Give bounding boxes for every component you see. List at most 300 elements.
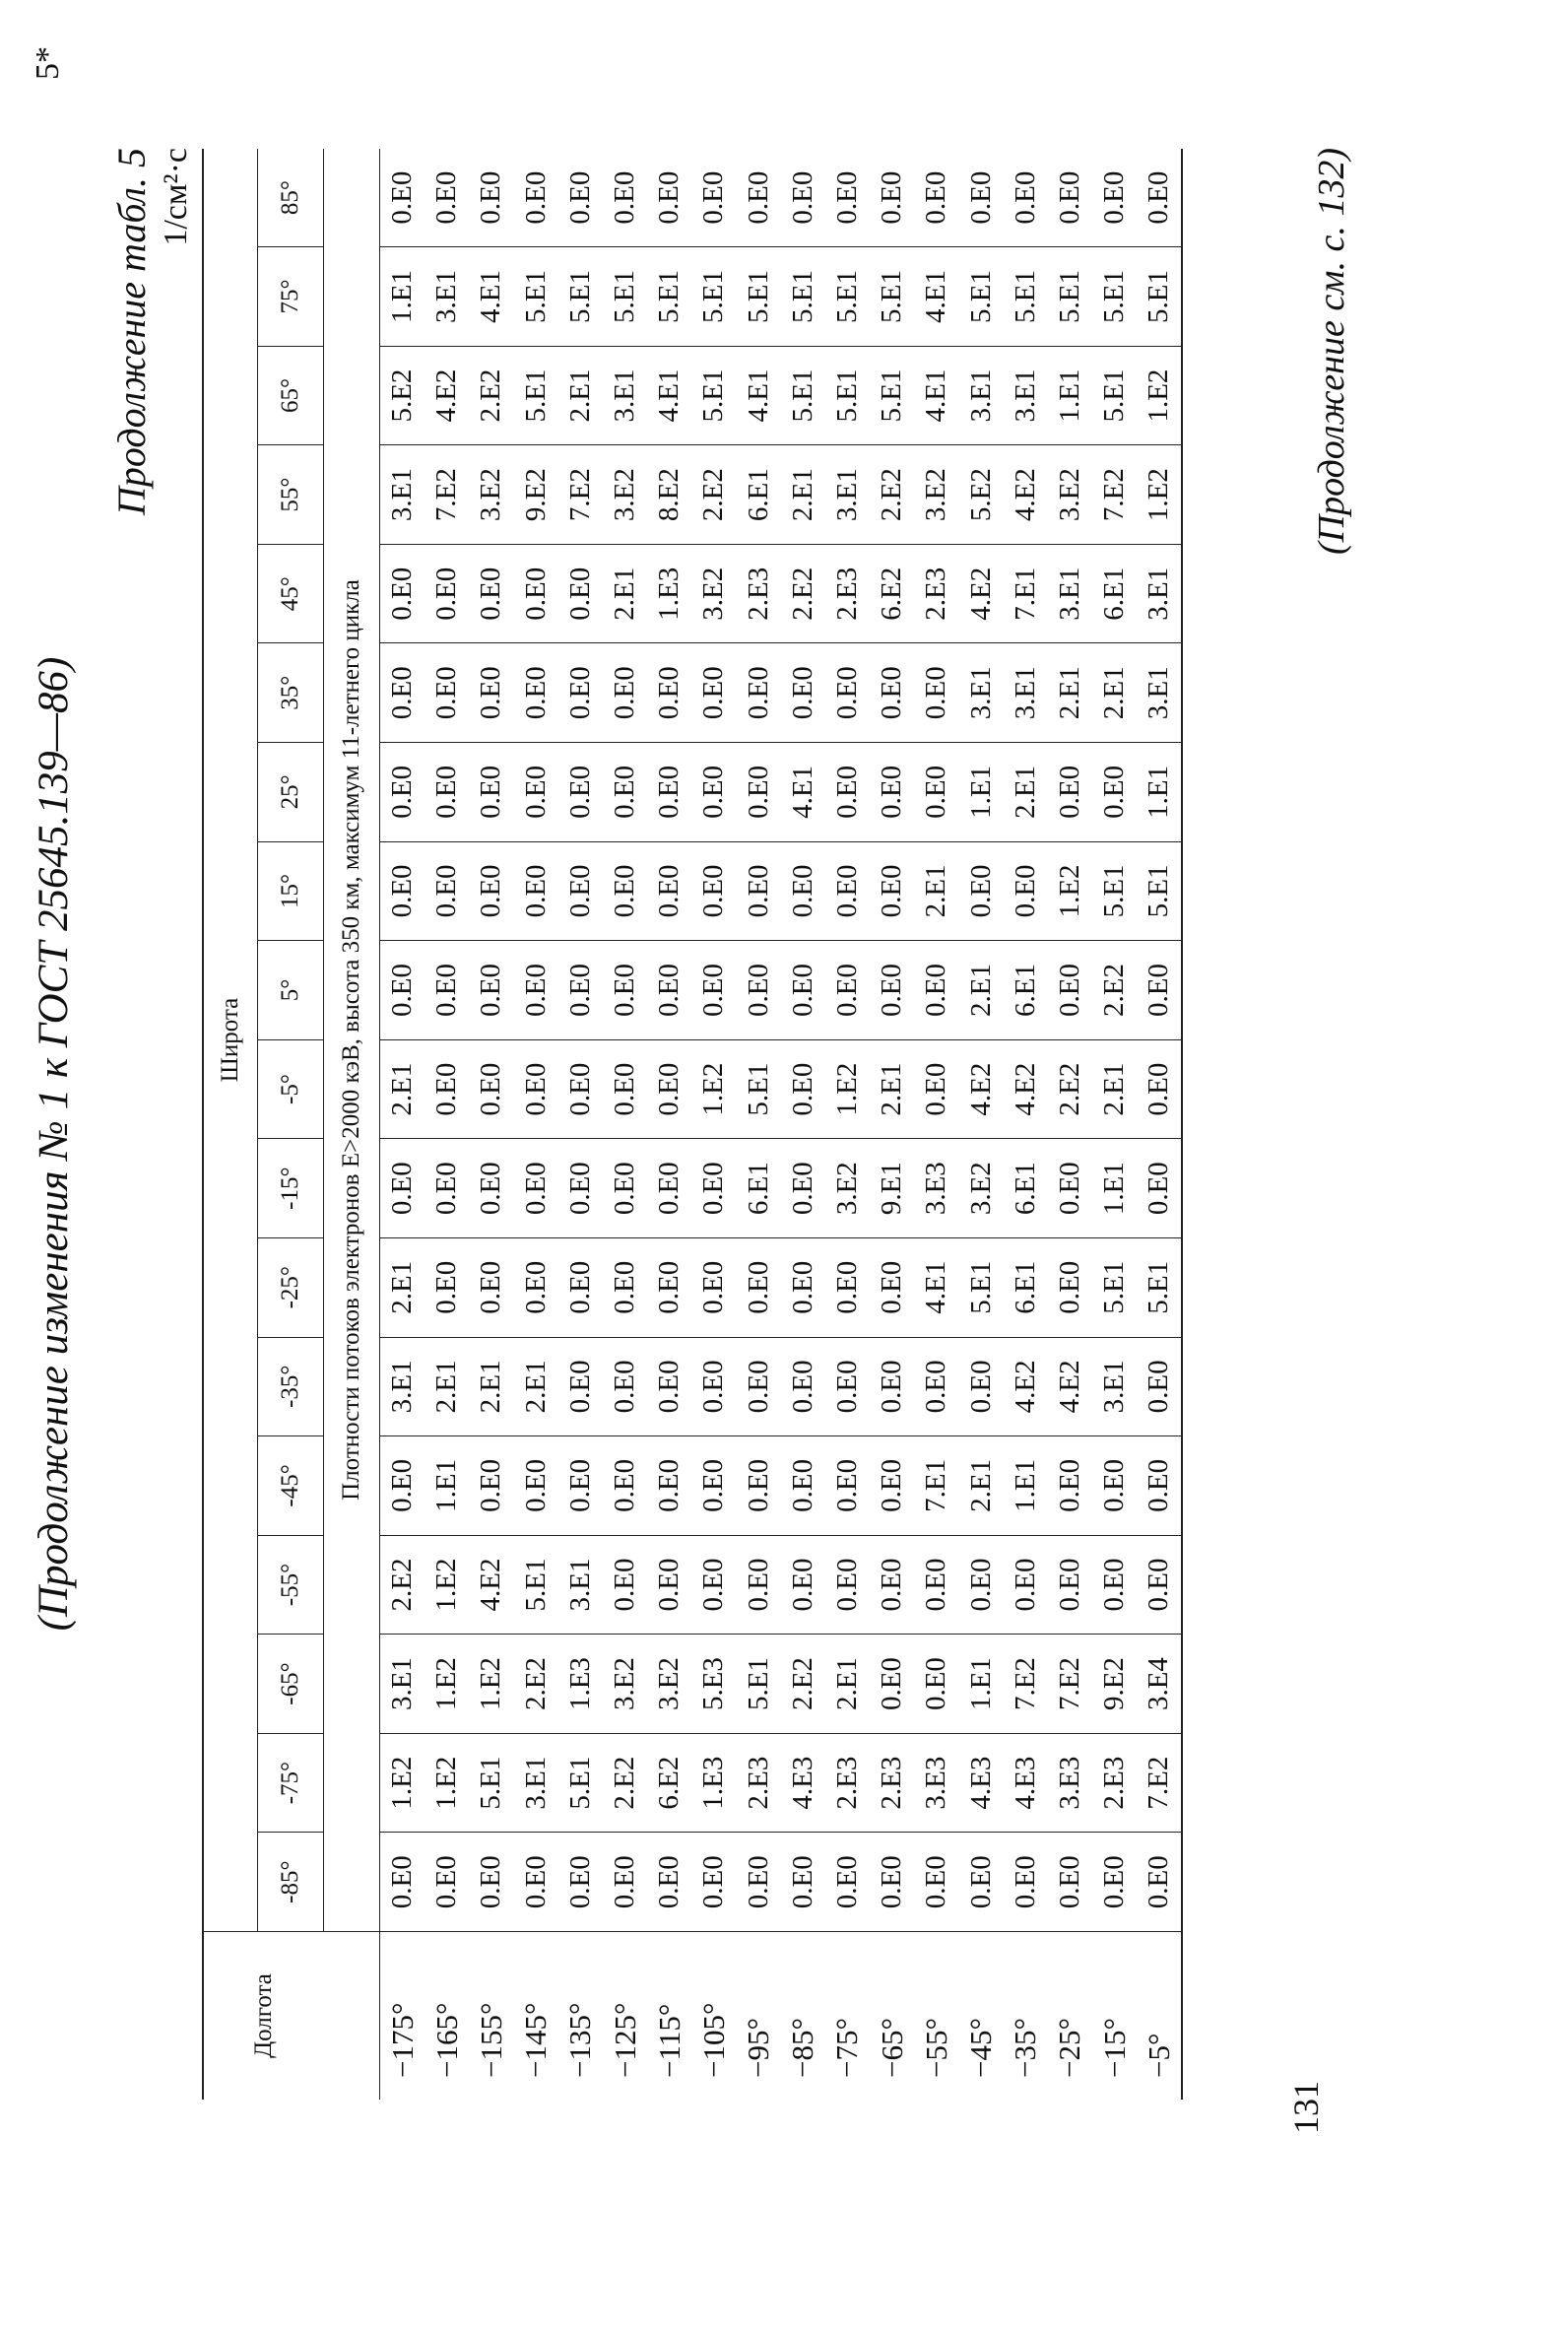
table-row [737, 149, 781, 2100]
value-cell: 3.E1 [1004, 643, 1048, 743]
section-title: Плотности потоков электронов E>2000 кэВ, высота 350 км, максимум 11-летнего цикла [324, 149, 380, 1932]
value-cell: 6.E1 [1004, 941, 1048, 1040]
value-cell: 0.E0 [647, 1535, 691, 1635]
value-cell: 0.E0 [737, 1337, 781, 1436]
value-cell: 1.E1 [958, 743, 1003, 842]
value-cell: 4.E2 [958, 1039, 1003, 1139]
value-cell: 0.E0 [653, 170, 686, 225]
value-cell: 1.E2 [425, 1733, 469, 1833]
value-cell: 0.E0 [514, 1139, 558, 1238]
value-cell: 1.E1 [958, 1635, 1003, 1734]
value-cell: 4.E2 [1004, 1337, 1048, 1436]
value-cell: 3.E3 [1048, 1733, 1092, 1833]
table-row [1004, 149, 1048, 2100]
value-cell: 0.E0 [1137, 941, 1182, 1040]
value-cell: 0.E0 [737, 1535, 781, 1635]
value-cell: 0.E0 [603, 1237, 647, 1337]
longitude-cell: −85° [781, 1932, 825, 2101]
value-cell: 0.E0 [558, 1237, 603, 1337]
value-cell: 3.E1 [380, 445, 425, 545]
value-cell: 7.E2 [425, 445, 469, 545]
value-cell: 0.E0 [647, 841, 691, 941]
value-cell: 0.E0 [603, 643, 647, 743]
value-cell: 2.E3 [737, 544, 781, 643]
longitude-cell: −175° [380, 1932, 425, 2101]
value-cell: 0.E0 [558, 841, 603, 941]
value-cell: 2.E1 [469, 1337, 513, 1436]
longitude-cell: −35° [1004, 1932, 1048, 2101]
value-cell: 1.E2 [691, 1039, 736, 1139]
longitude-header: Долгота [203, 1932, 324, 2101]
value-cell: 0.E0 [558, 941, 603, 1040]
value-cell: 2.E3 [1092, 1733, 1137, 1833]
value-cell: 0.E0 [647, 643, 691, 743]
value-cell: 0.E0 [475, 170, 507, 225]
value-cell: 8.E2 [647, 445, 691, 545]
value-cell: 5.E1 [1092, 1237, 1137, 1337]
table-row [647, 149, 691, 2100]
value-cell: 0.E0 [958, 1535, 1003, 1635]
table-row [514, 149, 558, 2100]
value-cell: 0.E0 [1137, 1833, 1182, 1932]
value-cell: 0.E0 [914, 1833, 958, 1932]
value-cell: 0.E0 [1092, 1833, 1137, 1932]
value-cell: 0.E0 [825, 1436, 870, 1536]
value-cell: 0.E0 [876, 170, 908, 225]
value-cell: 0.E0 [781, 1436, 825, 1536]
table-row [781, 149, 825, 2100]
latitude-cell: 65° [258, 346, 324, 445]
table-row [603, 149, 647, 2100]
value-cell: 0.E0 [737, 743, 781, 842]
value-cell: 2.E3 [825, 1733, 870, 1833]
value-cell: 5.E1 [558, 247, 603, 347]
value-cell: 6.E2 [870, 544, 914, 643]
value-cell: 2.E2 [691, 445, 736, 545]
value-cell: 2.E2 [1048, 1039, 1092, 1139]
table-row [1048, 149, 1092, 2100]
latitude-cell: -75° [258, 1733, 324, 1833]
value-cell: 6.E1 [737, 445, 781, 545]
units-label: 1/см²·с [158, 148, 194, 246]
table-row [425, 149, 469, 2100]
value-cell: 5.E2 [958, 445, 1003, 545]
value-cell: 7.E2 [558, 445, 603, 545]
value-cell: 0.E0 [870, 1635, 914, 1734]
value-cell: 2.E3 [914, 544, 958, 643]
value-cell: 1.E3 [691, 1733, 736, 1833]
value-cell: 0.E0 [781, 841, 825, 941]
sheet-mark: 5* [30, 46, 66, 80]
value-cell: 0.E0 [603, 743, 647, 842]
value-cell: 3.E1 [825, 445, 870, 545]
value-cell: 2.E2 [781, 544, 825, 643]
value-cell: 0.E0 [914, 941, 958, 1040]
value-cell: 0.E0 [825, 841, 870, 941]
longitude-cell: −75° [825, 1932, 870, 2101]
value-cell: 0.E0 [514, 743, 558, 842]
value-cell: 5.E1 [958, 247, 1003, 347]
value-cell: 0.E0 [558, 1039, 603, 1139]
value-cell: 0.E0 [647, 743, 691, 842]
value-cell: 5.E1 [870, 247, 914, 347]
value-cell: 3.E1 [380, 1337, 425, 1436]
value-cell: 0.E0 [558, 1436, 603, 1536]
value-cell: 1.E1 [1048, 346, 1092, 445]
value-cell: 0.E0 [781, 1139, 825, 1238]
value-cell: 0.E0 [1092, 1535, 1137, 1635]
value-cell: 2.E2 [469, 346, 513, 445]
value-cell: 3.E1 [380, 1635, 425, 1734]
value-cell: 0.E0 [691, 1833, 736, 1932]
latitude-cell: -65° [258, 1635, 324, 1734]
value-cell: 5.E1 [691, 346, 736, 445]
value-cell: 1.E2 [425, 1635, 469, 1734]
value-cell: 1.E1 [1004, 1436, 1048, 1536]
longitude-cell: −15° [1092, 1932, 1137, 2101]
value-cell: 2.E2 [380, 1535, 425, 1635]
value-cell: 5.E3 [691, 1635, 736, 1734]
value-cell: 4.E2 [1004, 445, 1048, 545]
value-cell: 4.E1 [781, 743, 825, 842]
value-cell: 0.E0 [425, 841, 469, 941]
value-cell: 0.E0 [781, 1337, 825, 1436]
value-cell: 3.E1 [958, 346, 1003, 445]
value-cell: 9.E1 [870, 1139, 914, 1238]
value-cell: 9.E2 [1092, 1635, 1137, 1734]
value-cell: 0.E0 [425, 1039, 469, 1139]
value-cell: 0.E0 [691, 643, 736, 743]
value-cell: 7.E2 [1137, 1733, 1182, 1833]
value-cell: 4.E1 [737, 346, 781, 445]
value-cell: 0.E0 [514, 1237, 558, 1337]
table-row [825, 149, 870, 2100]
value-cell: 0.E0 [469, 1833, 513, 1932]
value-cell: 0.E0 [425, 1237, 469, 1337]
value-cell: 0.E0 [469, 643, 513, 743]
latitude-cell: -35° [258, 1337, 324, 1436]
value-cell: 5.E1 [781, 346, 825, 445]
value-cell: 3.E1 [1048, 544, 1092, 643]
value-cell: 4.E1 [647, 346, 691, 445]
value-cell: 5.E1 [469, 1733, 513, 1833]
value-cell: 0.E0 [737, 1436, 781, 1536]
value-cell: 0.E0 [737, 1237, 781, 1337]
value-cell: 0.E0 [380, 1139, 425, 1238]
value-cell: 4.E2 [469, 1535, 513, 1635]
page-number: 131 [1286, 2081, 1326, 2134]
value-cell: 4.E1 [914, 247, 958, 347]
value-cell: 0.E0 [603, 1436, 647, 1536]
value-cell: 0.E0 [914, 1535, 958, 1635]
value-cell: 2.E1 [1048, 643, 1092, 743]
value-cell: 0.E0 [964, 170, 997, 225]
value-cell: 0.E0 [469, 941, 513, 1040]
value-cell: 0.E0 [958, 1337, 1003, 1436]
value-cell: 5.E1 [514, 247, 558, 347]
value-cell: 1.E2 [1048, 841, 1092, 941]
value-cell: 6.E1 [1004, 1139, 1048, 1238]
value-cell: 4.E3 [1004, 1733, 1048, 1833]
value-cell: 0.E0 [647, 1436, 691, 1536]
continuation-note: (Продолжение см. с. 132) [1311, 148, 1352, 556]
longitude-cell: −115° [647, 1932, 691, 2101]
longitude-cell: −165° [425, 1932, 469, 2101]
value-cell: 0.E0 [514, 1833, 558, 1932]
value-cell: 0.E0 [920, 170, 952, 225]
longitude-cell: −135° [558, 1932, 603, 2101]
value-cell: 0.E0 [558, 743, 603, 842]
latitude-cell: -25° [258, 1237, 324, 1337]
value-cell: 9.E2 [514, 445, 558, 545]
value-cell: 0.E0 [514, 1436, 558, 1536]
table-row [1137, 149, 1182, 2100]
value-cell: 3.E1 [1092, 1337, 1137, 1436]
value-cell: 0.E0 [825, 743, 870, 842]
value-cell: 0.E0 [781, 1535, 825, 1635]
value-cell: 5.E1 [691, 247, 736, 347]
value-cell: 0.E0 [386, 170, 419, 225]
value-cell: 0.E0 [781, 1039, 825, 1139]
value-cell: 0.E0 [870, 1237, 914, 1337]
longitude-cell: −105° [691, 1932, 736, 2101]
value-cell: 1.E2 [380, 1733, 425, 1833]
value-cell: 0.E0 [914, 1635, 958, 1734]
value-cell: 0.E0 [691, 1337, 736, 1436]
latitude-header: Широта [203, 149, 258, 1932]
value-cell: 5.E1 [1137, 1237, 1182, 1337]
value-cell: 0.E0 [430, 170, 463, 225]
value-cell: 3.E1 [958, 643, 1003, 743]
table-row [469, 149, 513, 2100]
value-cell: 0.E0 [514, 841, 558, 941]
value-cell: 2.E2 [603, 1733, 647, 1833]
longitude-cell: −145° [514, 1932, 558, 2101]
table-row [914, 149, 958, 2100]
value-cell: 0.E0 [558, 643, 603, 743]
value-cell: 0.E0 [825, 1237, 870, 1337]
value-cell: 3.E1 [1004, 346, 1048, 445]
value-cell: 0.E0 [742, 170, 774, 225]
value-cell: 0.E0 [603, 1833, 647, 1932]
value-cell: 0.E0 [825, 941, 870, 1040]
value-cell: 0.E0 [1137, 1337, 1182, 1436]
value-cell: 2.E1 [958, 1436, 1003, 1536]
value-cell: 0.E0 [914, 1039, 958, 1139]
longitude-cell: −5° [1137, 1932, 1182, 2101]
value-cell: 2.E3 [825, 544, 870, 643]
value-cell: 3.E2 [958, 1139, 1003, 1238]
value-cell: 0.E0 [737, 941, 781, 1040]
value-cell: 2.E1 [825, 1635, 870, 1734]
longitude-cell: −25° [1048, 1932, 1092, 2101]
value-cell: 2.E2 [1092, 941, 1137, 1040]
value-cell: 2.E1 [914, 841, 958, 941]
value-cell: 0.E0 [870, 743, 914, 842]
value-cell: 5.E1 [514, 1535, 558, 1635]
latitude-cell: -15° [258, 1139, 324, 1238]
longitude-cell: −125° [603, 1932, 647, 2101]
value-cell: 4.E3 [958, 1733, 1003, 1833]
value-cell: 0.E0 [1092, 743, 1137, 842]
value-cell: 5.E1 [1092, 346, 1137, 445]
value-cell: 0.E0 [603, 1139, 647, 1238]
value-cell: 0.E0 [514, 544, 558, 643]
value-cell: 0.E0 [425, 941, 469, 1040]
value-cell: 0.E0 [425, 1833, 469, 1932]
value-cell: 2.E1 [958, 941, 1003, 1040]
value-cell: 1.E2 [469, 1635, 513, 1734]
value-cell: 0.E0 [870, 1535, 914, 1635]
value-cell: 0.E0 [558, 544, 603, 643]
value-cell: 0.E0 [691, 1237, 736, 1337]
value-cell: 0.E0 [1004, 1535, 1048, 1635]
value-cell: 2.E1 [603, 544, 647, 643]
value-cell: 0.E0 [1092, 1436, 1137, 1536]
value-cell: 2.E1 [870, 1039, 914, 1139]
value-cell: 0.E0 [1048, 1535, 1092, 1635]
value-cell: 7.E2 [1092, 445, 1137, 545]
value-cell: 0.E0 [469, 544, 513, 643]
latitude-cell: -45° [258, 1436, 324, 1536]
value-cell: 0.E0 [603, 1039, 647, 1139]
value-cell: 1.E2 [425, 1535, 469, 1635]
value-cell: 0.E0 [1048, 1139, 1092, 1238]
value-cell: 5.E1 [514, 346, 558, 445]
value-cell: 0.E0 [380, 1833, 425, 1932]
value-cell: 0.E0 [1053, 170, 1085, 225]
value-cell: 0.E0 [781, 941, 825, 1040]
value-cell: 4.E1 [914, 1237, 958, 1337]
value-cell: 0.E0 [691, 841, 736, 941]
value-cell: 0.E0 [603, 941, 647, 1040]
latitude-cell: -85° [258, 1833, 324, 1932]
value-cell: 0.E0 [425, 1139, 469, 1238]
latitude-cell: 15° [258, 841, 324, 941]
value-cell: 5.E1 [1048, 247, 1092, 347]
value-cell: 5.E1 [737, 1039, 781, 1139]
value-cell: 0.E0 [425, 743, 469, 842]
value-cell: 3.E2 [914, 445, 958, 545]
data-table [202, 149, 1183, 2100]
value-cell: 7.E2 [1048, 1635, 1092, 1734]
value-cell: 0.E0 [425, 643, 469, 743]
value-cell: 2.E1 [1092, 1039, 1137, 1139]
value-cell: 0.E0 [691, 743, 736, 842]
value-cell: 2.E2 [781, 1635, 825, 1734]
value-cell: 3.E1 [1137, 544, 1182, 643]
value-cell: 0.E0 [825, 1833, 870, 1932]
value-cell: 5.E1 [1137, 247, 1182, 347]
value-cell: 0.E0 [870, 1436, 914, 1536]
value-cell: 2.E1 [781, 445, 825, 545]
value-cell: 3.E1 [425, 247, 469, 347]
value-cell: 5.E1 [1004, 247, 1048, 347]
value-cell: 3.E2 [647, 1635, 691, 1734]
value-cell: 4.E2 [1004, 1039, 1048, 1139]
value-cell: 4.E1 [914, 346, 958, 445]
value-cell: 0.E0 [514, 941, 558, 1040]
value-cell: 0.E0 [380, 1436, 425, 1536]
table-row [958, 149, 1003, 2100]
value-cell: 1.E1 [425, 1436, 469, 1536]
value-cell: 0.E0 [1048, 1436, 1092, 1536]
header-row [203, 149, 258, 2100]
value-cell: 3.E2 [469, 445, 513, 545]
longitude-cell: −95° [737, 1932, 781, 2101]
value-cell: 0.E0 [914, 743, 958, 842]
value-cell: 5.E1 [825, 346, 870, 445]
value-cell: 0.E0 [1004, 841, 1048, 941]
value-cell: 1.E3 [558, 1635, 603, 1734]
latitude-cell: 5° [258, 941, 324, 1040]
value-cell: 5.E1 [825, 247, 870, 347]
value-cell: 0.E0 [647, 1833, 691, 1932]
value-cell: 5.E1 [737, 1635, 781, 1734]
value-cell: 4.E2 [958, 544, 1003, 643]
value-cell: 0.E0 [425, 544, 469, 643]
section-row [324, 149, 380, 2100]
value-cell: 3.E2 [691, 544, 736, 643]
value-cell: 0.E0 [697, 170, 730, 225]
value-cell: 2.E1 [1092, 643, 1137, 743]
value-cell: 5.E2 [380, 346, 425, 445]
value-cell: 3.E2 [825, 1139, 870, 1238]
value-cell: 0.E0 [647, 1337, 691, 1436]
value-cell: 0.E0 [781, 1833, 825, 1932]
value-cell: 0.E0 [870, 1337, 914, 1436]
latitude-cell: 85° [258, 149, 324, 247]
value-cell: 0.E0 [558, 1139, 603, 1238]
value-cell: 0.E0 [469, 743, 513, 842]
value-cell: 1.E2 [1137, 445, 1182, 545]
table-continuation-label: Продолжение табл. 5 [109, 148, 154, 516]
value-cell: 0.E0 [469, 1039, 513, 1139]
table-row [1092, 149, 1137, 2100]
value-cell: 0.E0 [380, 643, 425, 743]
value-cell: 0.E0 [647, 1139, 691, 1238]
value-cell: 0.E0 [691, 1436, 736, 1536]
value-cell: 5.E1 [1137, 841, 1182, 941]
value-cell: 5.E1 [1092, 841, 1137, 941]
value-cell: 1.E1 [1092, 1139, 1137, 1238]
value-cell: 0.E0 [647, 941, 691, 1040]
section-lon-cell [324, 1932, 380, 2101]
value-cell: 0.E0 [380, 743, 425, 842]
latitude-cell: 25° [258, 743, 324, 842]
value-cell: 0.E0 [519, 170, 552, 225]
value-cell: 7.E2 [1004, 1635, 1048, 1734]
value-cell: 0.E0 [1048, 941, 1092, 1040]
value-cell: 0.E0 [1004, 1833, 1048, 1932]
value-cell: 0.E0 [737, 1833, 781, 1932]
value-cell: 0.E0 [469, 841, 513, 941]
value-cell: 0.E0 [958, 841, 1003, 941]
latitude-cell: 45° [258, 544, 324, 643]
value-cell: 3.E3 [914, 1733, 958, 1833]
value-cell: 2.E2 [514, 1635, 558, 1734]
longitude-cell: −155° [469, 1932, 513, 2101]
value-cell: 0.E0 [830, 170, 863, 225]
value-cell: 4.E2 [425, 346, 469, 445]
value-cell: 2.E2 [870, 445, 914, 545]
value-cell: 6.E1 [1092, 544, 1137, 643]
value-cell: 3.E2 [603, 445, 647, 545]
document-header: (Продолжение изменения № 1 к ГОСТ 25645.139—86) [31, 656, 77, 1632]
longitude-cell: −45° [958, 1932, 1003, 2101]
value-cell: 7.E1 [1004, 544, 1048, 643]
value-cell: 3.E3 [914, 1139, 958, 1238]
